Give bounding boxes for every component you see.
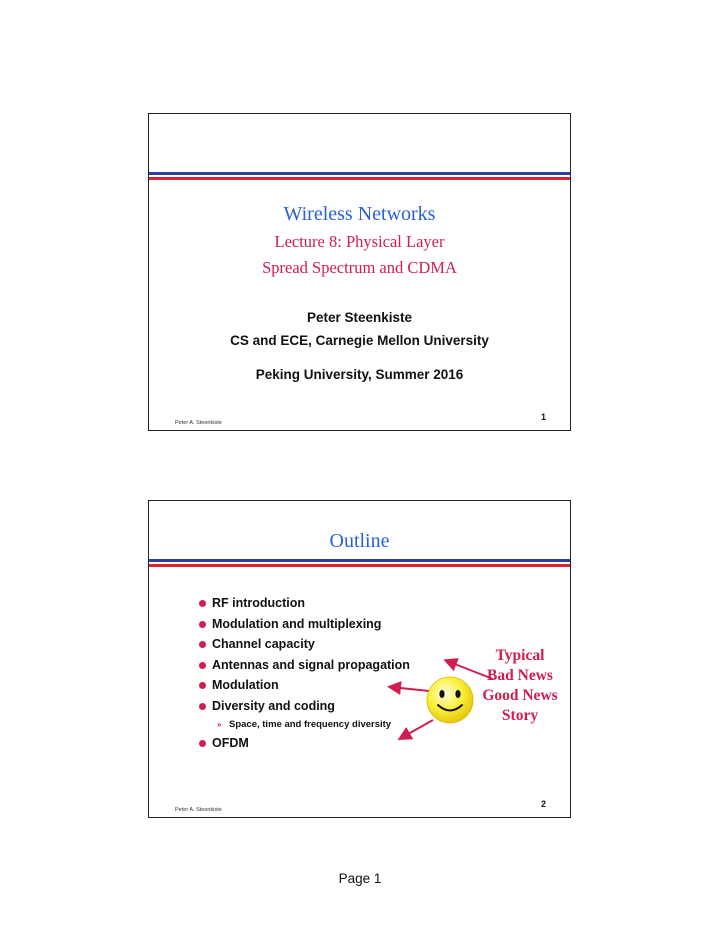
list-item: Diversity and coding bbox=[199, 696, 410, 717]
footer-author: Peter A. Steenkiste bbox=[175, 420, 222, 426]
slide-title: Outline bbox=[329, 530, 390, 552]
slide-2 bbox=[148, 500, 571, 818]
title-rule bbox=[149, 172, 570, 180]
list-item: Modulation bbox=[199, 675, 410, 696]
arrow-to-modulation bbox=[391, 687, 429, 691]
annotation-line: Good News bbox=[482, 687, 558, 704]
venue: Peking University, Summer 2016 bbox=[255, 367, 464, 382]
annotation-text bbox=[475, 646, 565, 726]
author-name: Peter Steenkiste bbox=[306, 310, 413, 325]
list-item: Modulation and multiplexing bbox=[199, 614, 410, 635]
list-item: Antennas and signal propagation bbox=[199, 655, 410, 676]
smiley-face-icon bbox=[425, 675, 475, 725]
annotation-line: Bad News bbox=[487, 667, 553, 684]
list-item: Channel capacity bbox=[199, 634, 410, 655]
page-label: Page 1 bbox=[338, 871, 382, 886]
slide-title: Wireless Networks bbox=[283, 203, 436, 225]
slide-number: 1 bbox=[540, 412, 546, 422]
list-item: RF introduction bbox=[199, 593, 410, 614]
author-affiliation: CS and ECE, Carnegie Mellon University bbox=[230, 333, 489, 348]
lecture-title: Lecture 8: Physical Layer bbox=[274, 232, 445, 251]
annotation-line: Typical bbox=[495, 647, 545, 664]
slide-1 bbox=[148, 113, 571, 431]
slide-number: 2 bbox=[540, 799, 546, 809]
lecture-subtitle: Spread Spectrum and CDMA bbox=[262, 258, 457, 277]
annotation-line: Story bbox=[501, 707, 539, 724]
sub-list-item: » Space, time and frequency diversity bbox=[199, 716, 410, 733]
list-item: OFDM bbox=[199, 733, 410, 754]
sub-bullet-marker: » bbox=[217, 720, 222, 729]
footer-author: Peter A. Steenkiste bbox=[175, 807, 222, 813]
